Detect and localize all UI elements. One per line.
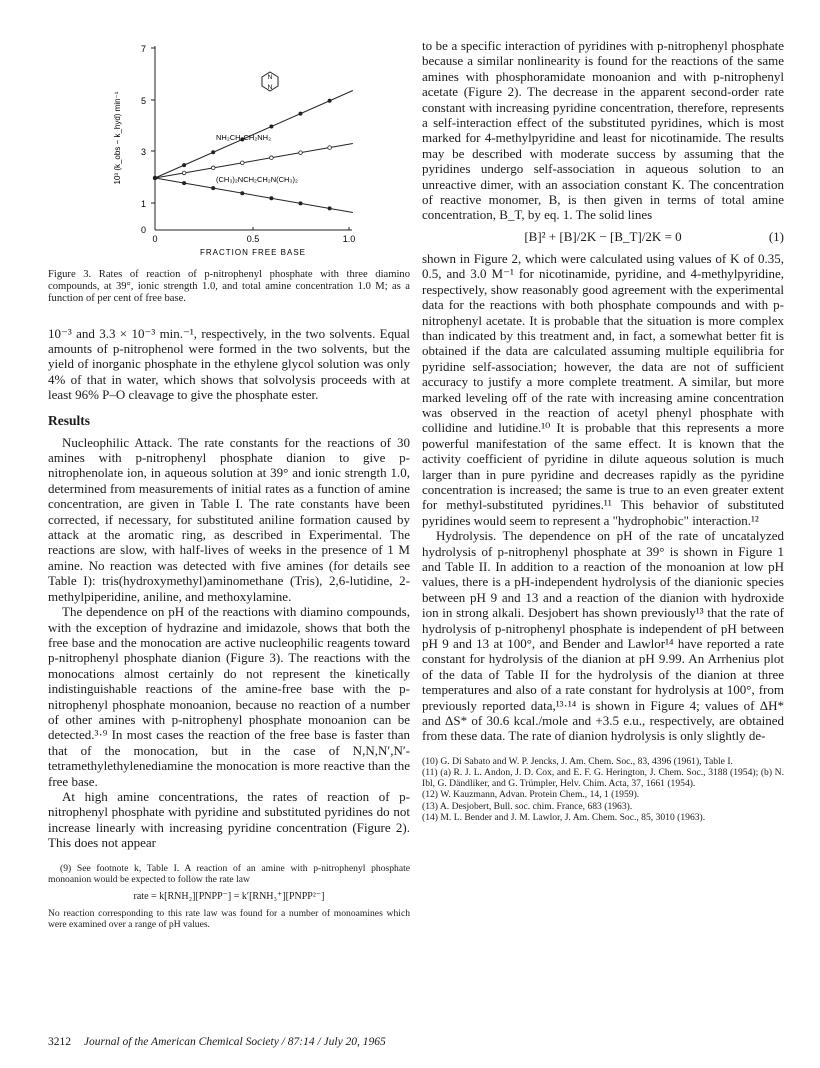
- ethylenediamine-line-point: [328, 146, 332, 150]
- pyrazine-line-point: [328, 99, 331, 102]
- tmed-line-point: [241, 192, 244, 195]
- y-tick-0: 0: [140, 225, 146, 235]
- tmed-line-point: [328, 207, 331, 210]
- pyrazine-line-point: [212, 151, 215, 154]
- equation-1: [422, 229, 784, 245]
- footnote-11: (11) (a) R. J. L. Andon, J. D. Cox, and E. F. G. Herington, J. Chem. Soc., 3188 (1954); (b) N. Ibl, G. Dändliker, and G. Trümpler, Helv. Chim. Acta, 37, 1661 (1954).: [422, 767, 784, 790]
- equation-1-number: (1): [768, 228, 784, 244]
- right-paragraph-1: to be a specific interaction of pyridines with p-nitrophenyl phosphate because a similar nonlinearity is found for the reactions of the same amines with phosphoramidate monoanion and with p-nitrophenyl acetate (Figure 2). The decrease in the apparent second-order rate constant with increasing pyridine concentration, therefore, represents a self-interaction effect of the substituted pyridines, which is most marked for 4-methylpyridine and least for nicotinamide. The results may be described with moderate success by assuming that the pyridines undergo self-association in aqueous solution to an unreactive dimer, with an association constant K. The concentration of reactive monomer, B, is then given in terms of total amine concentration, B_T, by eq. 1. The solid lines: [422, 38, 784, 223]
- figure-caption: Figure 3. Rates of reaction of p-nitrophenyl phosphate with three diamino compounds, at 39°, ionic strength 1.0, and total amine concentration 1.0 M; as a function of per cent of free base.: [48, 269, 410, 305]
- footnote-9: (9) See footnote k, Table I. A reaction of an amine with p-nitrophenyl phosphate monoanion would be expected to follow the rate law: [48, 862, 410, 885]
- right-paragraph-2: shown in Figure 2, which were calculated using values of K of 0.35, 0.5, and 3.0 M⁻¹ for nicotinamide, pyridine, and 4-methylpyridine, respectively, show reasonably good agreement with the experimental data for the reactions with both phosphate compounds and with p-nitrophenyl acetate. It is probable that the situation is more complex than indicated by this treatment and, in fact, a somewhat better fit is obtained if the data are calculated assuming multiple equilibria for pyridine self-association; however, the data are not of sufficient accuracy to justify a more complete treatment. A similar, but more marked leveling off of the rate with increasing amine concentration was observed in the reaction of acetyl phenyl phosphate with collidine and lutidine.¹⁰ It is probable that this represents a more powerful manifestation of the same effect. It is known that the activity coefficient of pyridine in dilute aqueous solution is much larger than in pure pyridine and decreases rapidly as the pyridine concentration is increased; the same is true to an even greater extent for methyl-substituted pyridines.¹¹ This behavior of substituted pyridines would seem to represent a "hydrophobic" interaction.¹²: [422, 250, 784, 528]
- page-number: 3212: [48, 1036, 71, 1048]
- tmed-line-point: [212, 187, 215, 190]
- label-ethylenediamine: NH₂CH₂CH₂NH₂: [216, 133, 271, 142]
- x-tick-1.0: 1.0: [342, 234, 356, 244]
- pyrazine-structure: [262, 72, 278, 91]
- x-tick-0: 0: [152, 234, 158, 244]
- y-tick-3: 3: [140, 147, 146, 157]
- y-tick-7: 7: [140, 44, 146, 54]
- footnote-10: (10) G. Di Sabato and W. P. Jencks, J. Am. Chem. Soc., 83, 4396 (1961), Table I.: [422, 755, 733, 767]
- footnote-13: (13) A. Desjobert, Bull. soc. chim. France, 683 (1963).: [422, 800, 633, 812]
- tmed-line-point: [153, 176, 156, 179]
- y-tick-1: 1: [140, 199, 146, 209]
- ethylenediamine-line-point: [270, 156, 274, 160]
- journal-citation: Journal of the American Chemical Society / 87:14 / July 20, 1965: [83, 1036, 386, 1048]
- svg-text:N: N: [267, 74, 273, 81]
- right-paragraph-3: Hydrolysis. The dependence on pH of the rate of uncatalyzed hydrolysis of p-nitrophenyl phosphate at 39° is shown in Figure 1 and Table II. In addition to a reaction of the monoanion at low pH values, there is a pH-independent hydrolysis of the dianionic species between pH 9 and 13 and a reaction of the dianion with hydroxide ion in strong alkali. Desjobert has shown previously¹³ that the rate of hydrolysis of p-nitrophenyl phosphate is independent of pH between pH 9 and 13 at 100°, and Bender and Lawlor¹⁴ have reported a rate constant for hydrolysis of the dianion at pH 9.99. An Arrhenius plot of the data of Table II for the hydrolysis of the dianion at three temperatures and also of a rate constant for hydrolysis at 100°, from previously reported data,¹³·¹⁴ is shown in Figure 4; values of ΔH* and ΔS* of 30.6 kcal./mole and +3.5 e.u., respectively, are obtained from these data. The rate of dianion hydrolysis is only slightly de-: [422, 528, 784, 744]
- x-tick-0.5: 0.5: [246, 234, 260, 244]
- pyrazine-line-point: [299, 112, 302, 115]
- left-paragraph-2: Nucleophilic Attack. The rate constants for the reactions of 30 amines with p-nitrophenyl phosphate dianion to give p-nitrophenolate ion, in aqueous solution at 39° and ionic strength 1.0, determined from measurements of initial rates as a function of amine concentration, are given in Table I. The rate constants have been corrected, if necessary, for substituted aniline formation caused by attack at the aromatic ring, as described in Experimental. The reactions are slow, with half-lives of weeks in the presence of 1 M amine. No reaction was detected with five amines (for details see Table I): tris(hydroxymethyl)aminomethane (Tris), 2,6-lutidine, 2-methylpiperidine, aniline, and methoxylamine.: [48, 434, 410, 604]
- y-tick-5: 5: [140, 96, 146, 106]
- figure-3: [48, 38, 410, 260]
- tmed-line-point: [270, 197, 273, 200]
- tmed-line-point: [183, 181, 186, 184]
- pyrazine-line-point: [270, 125, 273, 128]
- y-axis-label: 10³ (k_obs − k_hyd) min⁻¹: [113, 91, 122, 185]
- footnote-12: (12) W. Kauzmann, Advan. Protein Chem., 14, 1 (1959).: [422, 789, 640, 801]
- label-tmed: (CH₃)₂NCH₂CH₂N(CH₃)₂: [216, 175, 298, 184]
- ethylenediamine-line-point: [241, 161, 245, 165]
- left-footnotes: [48, 863, 410, 931]
- right-footnotes: [422, 756, 784, 823]
- left-column: [48, 38, 410, 930]
- ethylenediamine-line-point: [211, 166, 215, 170]
- left-paragraph-1: 10⁻³ and 3.3 × 10⁻³ min.⁻¹, respectively, in the two solvents. Equal amounts of p-nitrophenol were formed in the two solvents, but the yield of inorganic phosphate in the ethylene glycol solution was only 4% of that in water, which shows that solvolysis proceeds with at least 96% P–O cleavage to give the phosphate ester.: [48, 325, 410, 403]
- pyrazine-line-point: [183, 164, 186, 167]
- left-paragraph-3: The dependence on pH of the reactions with diamino compounds, with the exception of hydrazine and imidazole, shows that both the free base and the monocation are active nucleophilic reagents toward p-nitrophenyl phosphate dianion (Figure 3). The reactions with the monocations almost certainly do not represent the kinetically indistinguishable reactions of the amine-free base with the p-nitrophenyl phosphate monoanion, because no reaction of a number of other amines with p-nitrophenyl phosphate monoanion can be detected.³·⁹ In most cases the reaction of the free base is faster than that of the monocation, but in the case of N,N,N′,N′-tetramethylethylenediamine the monocation is more reactive than the free base.: [48, 604, 410, 789]
- footnote-9-tail: No reaction corresponding to this rate law was found for a number of monoamines which were examined over a range of pH values.: [48, 908, 410, 931]
- left-paragraph-4: At high amine concentrations, the rates of reaction of p-nitrophenyl phosphate with pyridine and substituted pyridines do not increase linearly with increasing pyridine concentration (Figure 2). This does not appear: [48, 788, 410, 851]
- tmed-line-point: [299, 202, 302, 205]
- footnote-9-equation: rate = k[RNH₂][PNPP⁻] = k′[RNH₃⁺][PNPP²⁻]: [133, 891, 325, 903]
- svg-text:N: N: [267, 84, 273, 91]
- ethylenediamine-line-point: [182, 171, 186, 175]
- ethylenediamine-line-point: [299, 151, 303, 155]
- equation-1-body: [B]² + [B]/2K − [B_T]/2K = 0: [524, 228, 682, 244]
- results-heading: Results: [48, 412, 91, 428]
- footnote-14: (14) M. L. Bender and J. M. Lawlor, J. Am. Chem. Soc., 85, 3010 (1963).: [422, 811, 706, 823]
- x-axis-label: FRACTION FREE BASE: [199, 248, 307, 257]
- page-footer: [48, 1036, 386, 1048]
- right-column: [422, 38, 784, 823]
